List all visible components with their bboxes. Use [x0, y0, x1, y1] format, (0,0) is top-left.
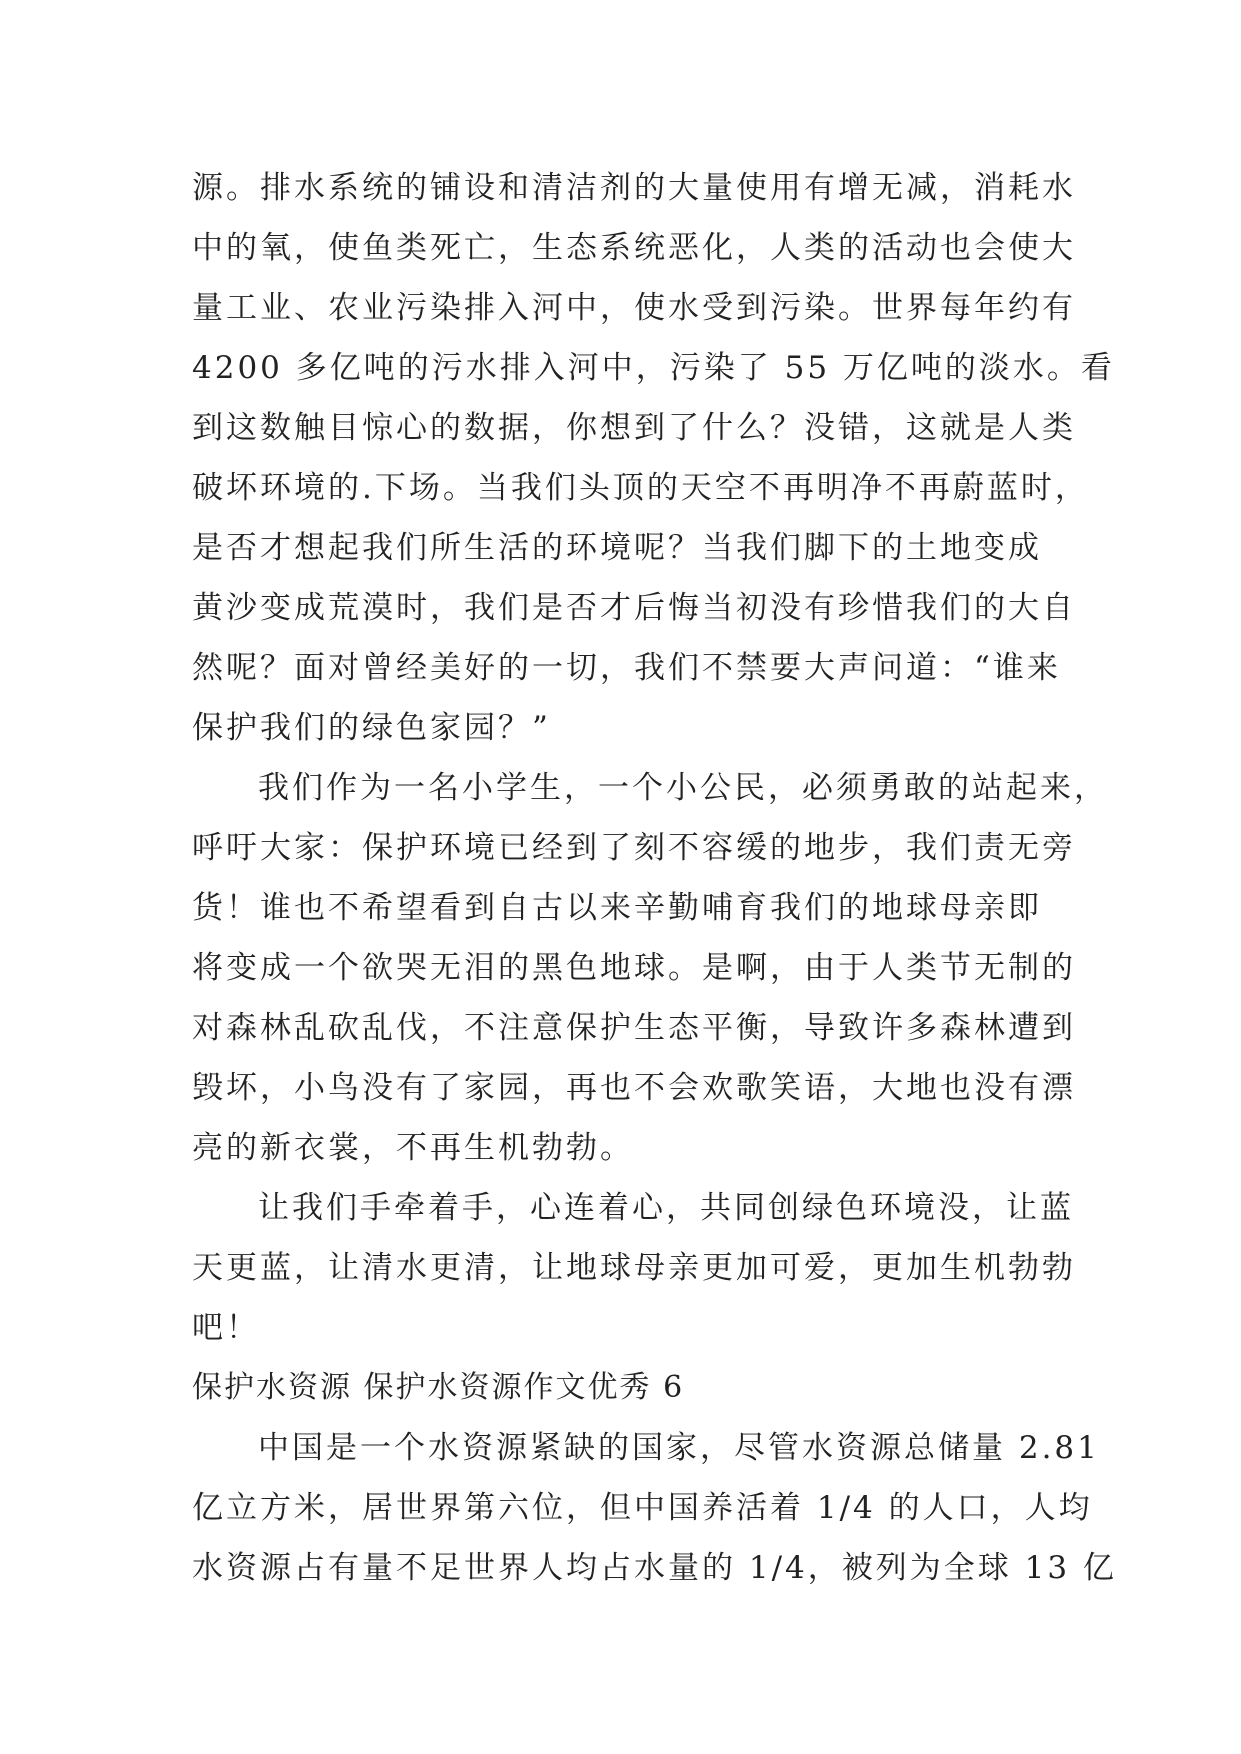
- text-line: 吧！: [192, 1310, 260, 1346]
- paragraph-water-pollution: [192, 158, 1115, 758]
- text-line: 到这数触目惊心的数据，你想到了什么？没错，这就是人类: [192, 410, 1076, 446]
- paragraph-student-call: [192, 758, 1108, 1178]
- text-line: 天更蓝，让清水更清，让地球母亲更加可爱，更加生机勃勃: [192, 1250, 1076, 1286]
- text-line: 对森林乱砍乱伐，不注意保护生态平衡，导致许多森林遭到: [192, 1010, 1076, 1046]
- text-line: 中国是一个水资源紧缺的国家，尽管水资源总储量 2.81: [258, 1430, 1100, 1466]
- text-line: 让我们手牵着手，心连着心，共同创绿色环境没，让蓝: [258, 1190, 1074, 1226]
- paragraph-hand-in-hand: [192, 1178, 1076, 1358]
- text-line: 破坏环境的.下场。当我们头顶的天空不再明净不再蔚蓝时，: [192, 470, 1089, 506]
- text-line: 源。排水系统的铺设和清洁剂的大量使用有增无减，消耗水: [192, 170, 1076, 206]
- text-line: 亿立方米，居世界第六位，但中国养活着 1/4 的人口，人均: [192, 1490, 1093, 1526]
- text-line: 然呢？面对曾经美好的一切，我们不禁要大声问道：“谁来: [192, 650, 1061, 686]
- text-line: 4200 多亿吨的污水排入河中，污染了 55 万亿吨的淡水。看: [192, 350, 1115, 386]
- text-line: 是否才想起我们所生活的环境呢？当我们脚下的土地变成: [192, 530, 1042, 566]
- text-line: 亮的新衣裳，不再生机勃勃。: [192, 1130, 634, 1166]
- section-heading: 保护水资源 保护水资源作文优秀 6: [192, 1370, 685, 1405]
- text-line: 将变成一个欲哭无泪的黑色地球。是啊，由于人类节无制的: [192, 950, 1076, 986]
- text-line: 量工业、农业污染排入河中，使水受到污染。世界每年约有: [192, 290, 1076, 326]
- document-page: [192, 158, 1117, 1598]
- text-line: 黄沙变成荒漠时，我们是否才后悔当初没有珍惜我们的大自: [192, 590, 1076, 626]
- text-line: 毁坏，小鸟没有了家园，再也不会欢歌笑语，大地也没有漂: [192, 1070, 1076, 1106]
- text-line: 呼吁大家：保护环境已经到了刻不容缓的地步，我们责无旁: [192, 830, 1076, 866]
- text-line: 水资源占有量不足世界人均占水量的 1/4，被列为全球 13 亿: [192, 1550, 1117, 1586]
- text-line: 中的氧，使鱼类死亡，生态系统恶化，人类的活动也会使大: [192, 230, 1076, 266]
- text-line: 保护我们的绿色家园？”: [192, 710, 551, 746]
- text-line: 我们作为一名小学生，一个小公民，必须勇敢的站起来，: [258, 770, 1108, 806]
- paragraph-china-water: [192, 1418, 1117, 1598]
- text-line: 货！谁也不希望看到自古以来辛勤哺育我们的地球母亲即: [192, 890, 1042, 926]
